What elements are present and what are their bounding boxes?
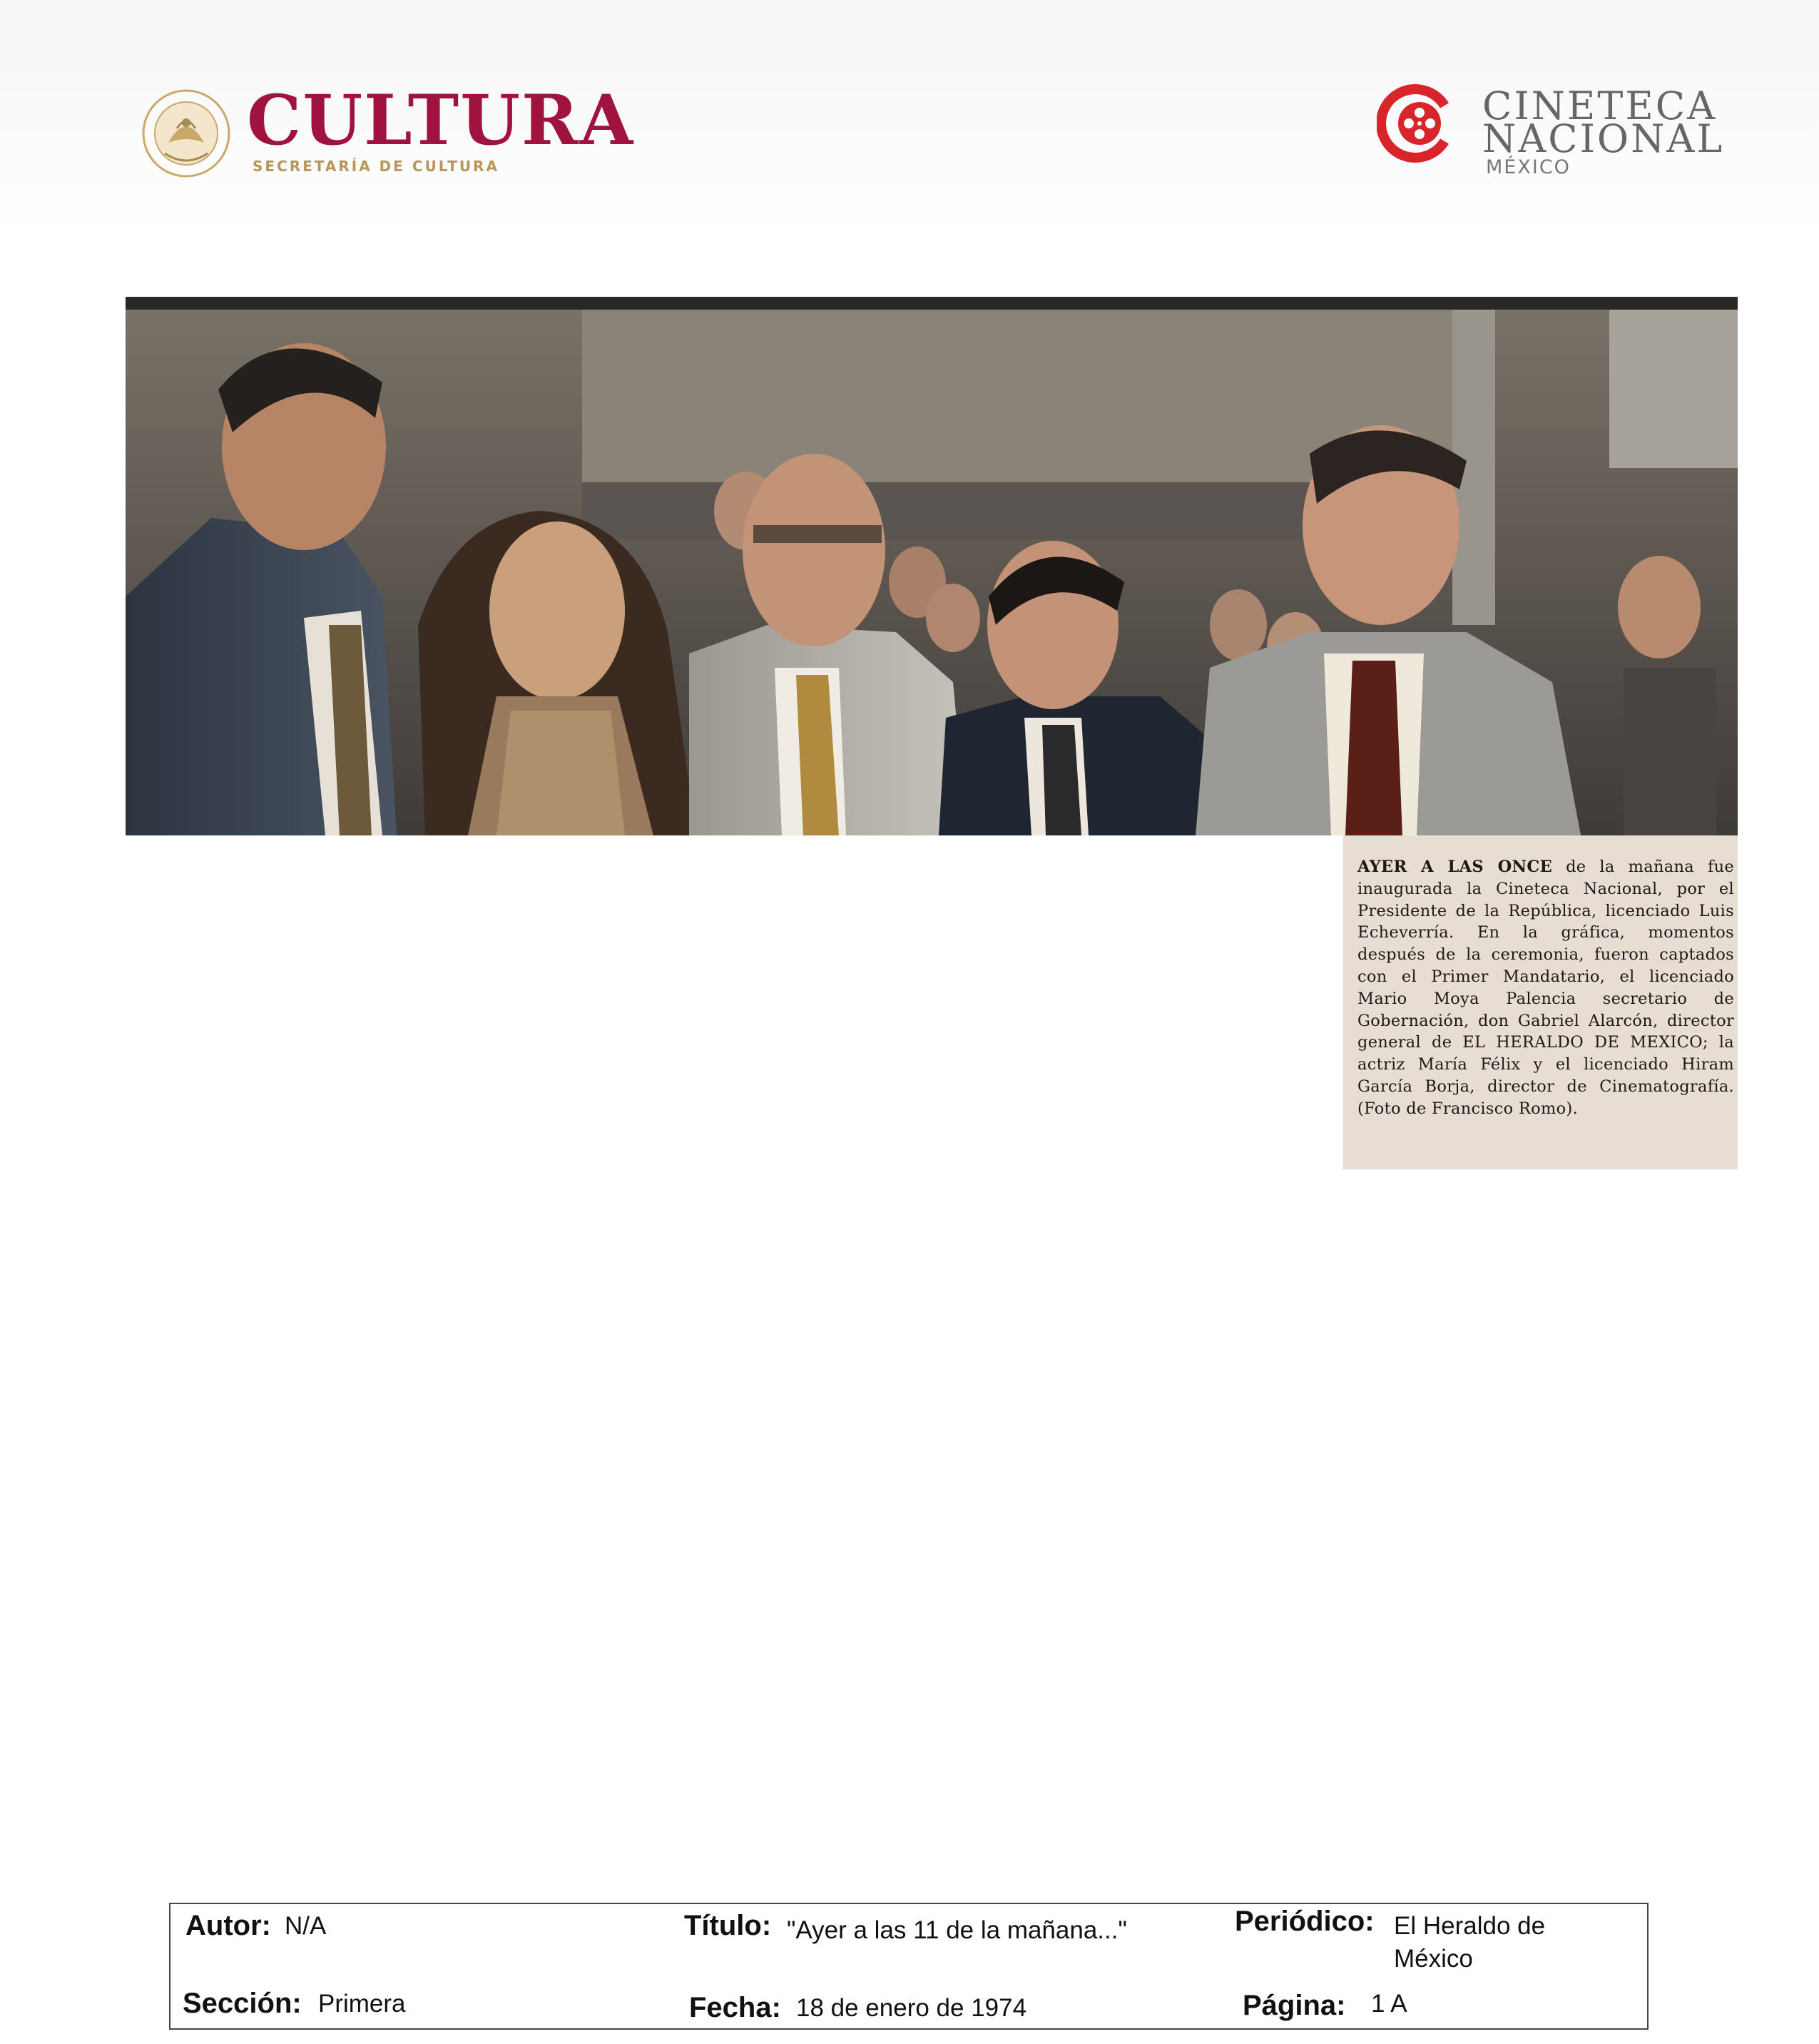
clipping-photo xyxy=(126,297,1738,835)
titulo-label: Título: xyxy=(684,1910,772,1941)
cultura-logo-subtitle: SECRETARÍA DE CULTURA xyxy=(253,158,499,175)
caption-body: de la mañana fue inaugurada la Cineteca Nacional, por el Presidente de la República, licenciado Luis Echeverría. En la gráfica, momentos después de la ceremonia, fueron captados con el Primer Mandatario, el licenciado Mario Moya Palencia secretario de Gobernación, don Gabriel Alarcón, director general de EL HERALDO DE MEXICO; la actriz María Félix y el licenciado Hiram García Borja, director de Cinematografía. (Foto de Francisco Romo). xyxy=(1357,858,1734,1118)
mexican-coat-of-arms-seal-icon xyxy=(140,86,233,182)
periodico-label: Periódico: xyxy=(1235,1906,1375,1937)
pagina-value: 1 A xyxy=(1371,1990,1407,2018)
autor-label: Autor: xyxy=(185,1910,271,1941)
pagina-label: Página: xyxy=(1243,1990,1346,2021)
cineteca-logo-line2: NACIONAL xyxy=(1482,116,1725,161)
clipping-metadata-table xyxy=(169,1903,1649,2030)
autor-value: N/A xyxy=(285,1912,327,1940)
periodico-value-line2: México xyxy=(1394,1945,1473,1973)
seccion-value: Primera xyxy=(318,1990,406,2018)
cineteca-logo-line1: CINETECA xyxy=(1482,83,1718,128)
titulo-value: "Ayer a las 11 de la mañana..." xyxy=(787,1916,1127,1944)
film-reel-icon xyxy=(1377,84,1455,163)
cineteca-logo-line3: MÉXICO xyxy=(1486,156,1571,178)
fecha-label: Fecha: xyxy=(689,1992,781,2023)
photo-caption xyxy=(1357,856,1734,1120)
cultura-logo-title: CULTURA xyxy=(247,80,635,161)
seccion-label: Sección: xyxy=(183,1988,302,2019)
caption-lead: AYER A LAS ONCE xyxy=(1357,858,1553,876)
fecha-value: 18 de enero de 1974 xyxy=(796,1994,1027,2022)
periodico-value-line1: El Heraldo de xyxy=(1394,1912,1546,1940)
page-header xyxy=(0,0,1819,239)
